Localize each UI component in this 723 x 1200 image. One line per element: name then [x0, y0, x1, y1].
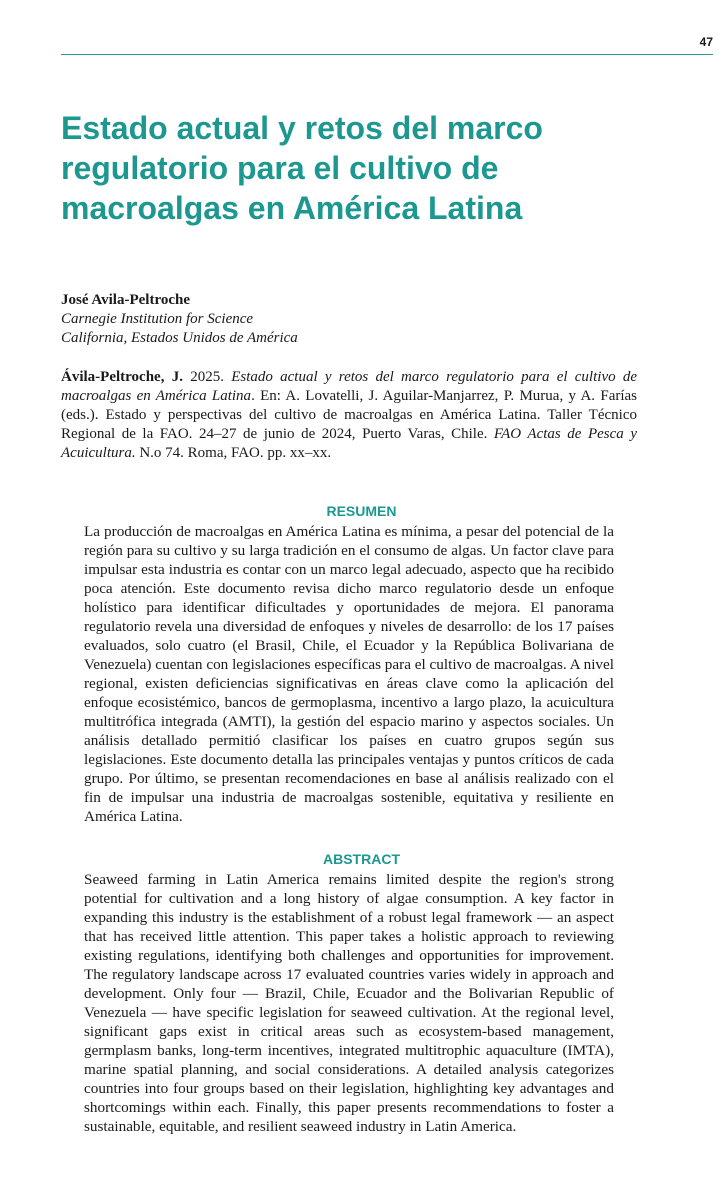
citation-year: 2025.	[182, 369, 232, 385]
abstract-heading: ABSTRACT	[323, 851, 400, 867]
author-name: José Avila-Peltroche	[61, 292, 190, 308]
citation-tail: N.o 74. Roma, FAO. pp. xx–xx.	[135, 445, 332, 461]
citation-author: Ávila-Peltroche, J.	[61, 369, 183, 385]
author-location: California, Estados Unidos de América	[61, 330, 298, 346]
author-institution: Carnegie Institution for Science	[61, 311, 254, 327]
abstract-text: Seaweed farming in Latin America remains limited despite the region's strong potential for cultivation and a long history of algae consumption. A key factor in expanding this industry is the establishment of a robust legal framework — an aspect that has received little attention. This paper takes a holistic approach to reviewing existing regulations, identifying both challenges and opportunities for improvement. The regulatory landscape across 17 evaluated countries varies widely in approach and development. Only four — Brazil, Chile, Ecuador and the Bolivarian Republic of Venezuela — have specific legislation for seaweed cultivation. At the regional level, significant gaps exist in critical areas such as ecosystem-based management, germplasm banks, long-term incentives, integrated multitrophic aquaculture (IMTA), marine spatial planning, and social considerations. A detailed analysis categorizes countries into four groups based on their legislation, highlighting key advantages and shortcomings within each. Finally, this paper presents recommendations to foster a sustainable, equitable, and resilient seaweed industry in Latin America.	[84, 871, 614, 1135]
resumen-heading: RESUMEN	[326, 503, 397, 519]
article-title: Estado actual y retos del marco regulatorio para el cultivo de macroalgas en América Latina	[61, 110, 543, 226]
page-number: 47	[699, 35, 713, 49]
citation-middle: . En: A. Lovatelli, J. Aguilar-Manjarrez, P. Murua, y A. Farías (eds.). Estado y perspectivas del cultivo de macroalgas en América Latina. Taller Técnico Regional de la FAO. 24–27 de junio de 2024, Puerto Varas, Chile.	[61, 388, 638, 442]
header-rule	[61, 54, 713, 55]
citation-title: Estado actual y retos del marco regulatorio para el cultivo de macroalgas en América Latina	[61, 369, 638, 404]
resumen-text: La producción de macroalgas en América Latina es mínima, a pesar del potencial de la región para su cultivo y su larga tradición en el consumo de algas. Un factor clave para impulsar esta industria es contar con un marco legal adecuado, aspecto que ha recibido poca atención. Este documento revisa dicho marco regulatorio desde un enfoque holístico para identificar dificultades y oportunidades de mejora. El panorama regulatorio revela una diversidad de enfoques y niveles de desarrollo: de los 17 países evaluados, solo cuatro (el Brasil, Chile, el Ecuador y la República Bolivariana de Venezuela) cuentan con legislaciones específicas para el cultivo de macroalgas. A nivel regional, existen deficiencias significativas en áreas clave como la aplicación del enfoque ecosistémico, bancos de germoplasma, incentivo a largo plazo, la acuicultura multitrófica integrada (AMTI), la gestión del espacio marino y aspectos sociales. Un análisis detallado permitió clasificar los países en cuatro grupos según sus legislaciones. Este documento detalla las principales ventajas y puntos críticos de cada grupo. Por último, se presentan recomendaciones en base al análisis realizado con el fin de impulsar una industria de macroalgas sostenible, equitativa y resiliente en América Latina.	[84, 523, 614, 825]
author-block	[61, 291, 641, 348]
citation-series: FAO Actas de Pesca y Acuicultura.	[61, 426, 637, 461]
citation	[61, 368, 637, 463]
